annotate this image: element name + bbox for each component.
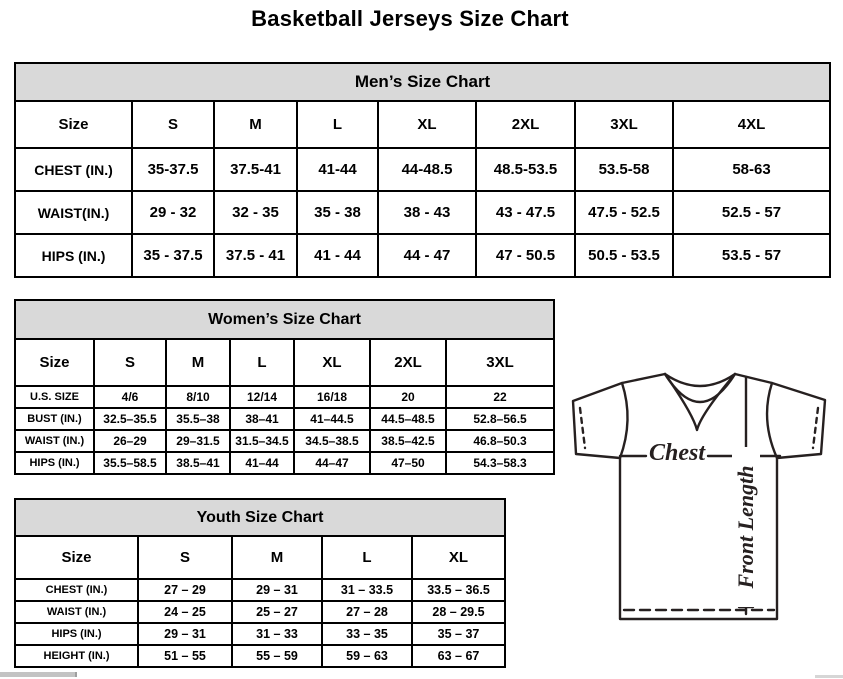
cell: 28 – 29.5 [412,601,505,623]
table-row [15,430,554,452]
column-header: XL [378,101,476,148]
cell: 35-37.5 [132,148,214,191]
cell: 29 – 31 [232,579,322,601]
column-header: L [230,339,294,386]
youth-size-table [14,498,506,668]
horizontal-scrollbar-track[interactable] [815,675,843,678]
cell: 38.5–41 [166,452,230,474]
cell: 32.5–35.5 [94,408,166,430]
right-sleeve-stitch-dashed [813,408,818,448]
row-label: HIPS (IN.) [15,452,94,474]
cell: 58-63 [673,148,830,191]
column-header: Size [15,339,94,386]
jersey-outline-drawing [560,368,840,628]
row-label: BUST (IN.) [15,408,94,430]
cell: 35.5–58.5 [94,452,166,474]
cell: 12/14 [230,386,294,408]
front-length-measure-label: Front Length [732,447,760,607]
cell: 44 - 47 [378,234,476,277]
cell: 35 - 38 [297,191,378,234]
column-header: 2XL [370,339,446,386]
cell: 38.5–42.5 [370,430,446,452]
mens-size-table [14,62,831,278]
womens-table-header-row [15,339,554,386]
cell: 8/10 [166,386,230,408]
table-row [15,191,830,234]
cell: 53.5 - 57 [673,234,830,277]
column-header: S [138,536,232,579]
cell: 54.3–58.3 [446,452,554,474]
cell: 41–44.5 [294,408,370,430]
row-label: HIPS (IN.) [15,623,138,645]
column-header: XL [294,339,370,386]
cell: 29 - 32 [132,191,214,234]
cell: 59 – 63 [322,645,412,667]
cell: 46.8–50.3 [446,430,554,452]
row-label: HIPS (IN.) [15,234,132,277]
table-row [15,386,554,408]
row-label: WAIST(IN.) [15,191,132,234]
cell: 52.8–56.5 [446,408,554,430]
mens-table-header-row [15,101,830,148]
column-header: M [232,536,322,579]
row-label: WAIST (IN.) [15,430,94,452]
row-label: CHEST (IN.) [15,148,132,191]
cell: 41 - 44 [297,234,378,277]
womens-table-title-row [15,300,554,339]
mens-table-title-row [15,63,830,101]
cell: 35 - 37.5 [132,234,214,277]
cell: 44–47 [294,452,370,474]
cell: 51 – 55 [138,645,232,667]
cell: 34.5–38.5 [294,430,370,452]
column-header: L [297,101,378,148]
cell: 22 [446,386,554,408]
cell: 37.5-41 [214,148,297,191]
chest-measure-label: Chest [648,440,705,466]
column-header: S [132,101,214,148]
column-header: 4XL [673,101,830,148]
cell: 32 - 35 [214,191,297,234]
cell: 31.5–34.5 [230,430,294,452]
table-row [15,148,830,191]
left-armhole-seam [620,383,628,458]
youth-table-header-row [15,536,505,579]
jersey-body-outline [573,374,825,619]
column-header: L [322,536,412,579]
table-row [15,452,554,474]
cell: 29 – 31 [138,623,232,645]
page-title: Basketball Jerseys Size Chart [251,6,569,31]
cell: 63 – 67 [412,645,505,667]
cell: 44.5–48.5 [370,408,446,430]
table-row [15,623,505,645]
cell: 43 - 47.5 [476,191,575,234]
cell: 50.5 - 53.5 [575,234,673,277]
cell: 33 – 35 [322,623,412,645]
column-header: 3XL [446,339,554,386]
column-header: 2XL [476,101,575,148]
mens-table-title: Men’s Size Chart [15,63,830,101]
womens-size-table [14,299,555,475]
cell: 31 – 33.5 [322,579,412,601]
cell: 27 – 29 [138,579,232,601]
jersey-measurement-diagram [560,368,840,628]
column-header: Size [15,536,138,579]
youth-table-title: Youth Size Chart [15,499,505,536]
right-armhole-seam [767,383,777,458]
column-header: Size [15,101,132,148]
cell: 47 - 50.5 [476,234,575,277]
cell: 53.5-58 [575,148,673,191]
cell: 33.5 – 36.5 [412,579,505,601]
table-row [15,234,830,277]
column-header: M [214,101,297,148]
cell: 47.5 - 52.5 [575,191,673,234]
column-header: 3XL [575,101,673,148]
cell: 47–50 [370,452,446,474]
row-label: HEIGHT (IN.) [15,645,138,667]
cell: 55 – 59 [232,645,322,667]
cell: 35 – 37 [412,623,505,645]
cell: 29–31.5 [166,430,230,452]
womens-table-title: Women’s Size Chart [15,300,554,339]
horizontal-scrollbar-thumb[interactable] [0,672,77,677]
table-row [15,601,505,623]
cell: 41-44 [297,148,378,191]
cell: 41–44 [230,452,294,474]
cell: 35.5–38 [166,408,230,430]
table-row [15,408,554,430]
cell: 38 - 43 [378,191,476,234]
cell: 26–29 [94,430,166,452]
left-sleeve-stitch-dashed [580,408,585,448]
row-label: CHEST (IN.) [15,579,138,601]
cell: 44-48.5 [378,148,476,191]
cell: 16/18 [294,386,370,408]
collar-top-curve [665,374,735,386]
row-label: WAIST (IN.) [15,601,138,623]
cell: 24 – 25 [138,601,232,623]
column-header: XL [412,536,505,579]
cell: 38–41 [230,408,294,430]
cell: 25 – 27 [232,601,322,623]
cell: 20 [370,386,446,408]
column-header: M [166,339,230,386]
table-row [15,645,505,667]
youth-table-title-row [15,499,505,536]
cell: 27 – 28 [322,601,412,623]
row-label: U.S. SIZE [15,386,94,408]
table-row [15,579,505,601]
cell: 37.5 - 41 [214,234,297,277]
cell: 4/6 [94,386,166,408]
cell: 52.5 - 57 [673,191,830,234]
cell: 31 – 33 [232,623,322,645]
cell: 48.5-53.5 [476,148,575,191]
column-header: S [94,339,166,386]
